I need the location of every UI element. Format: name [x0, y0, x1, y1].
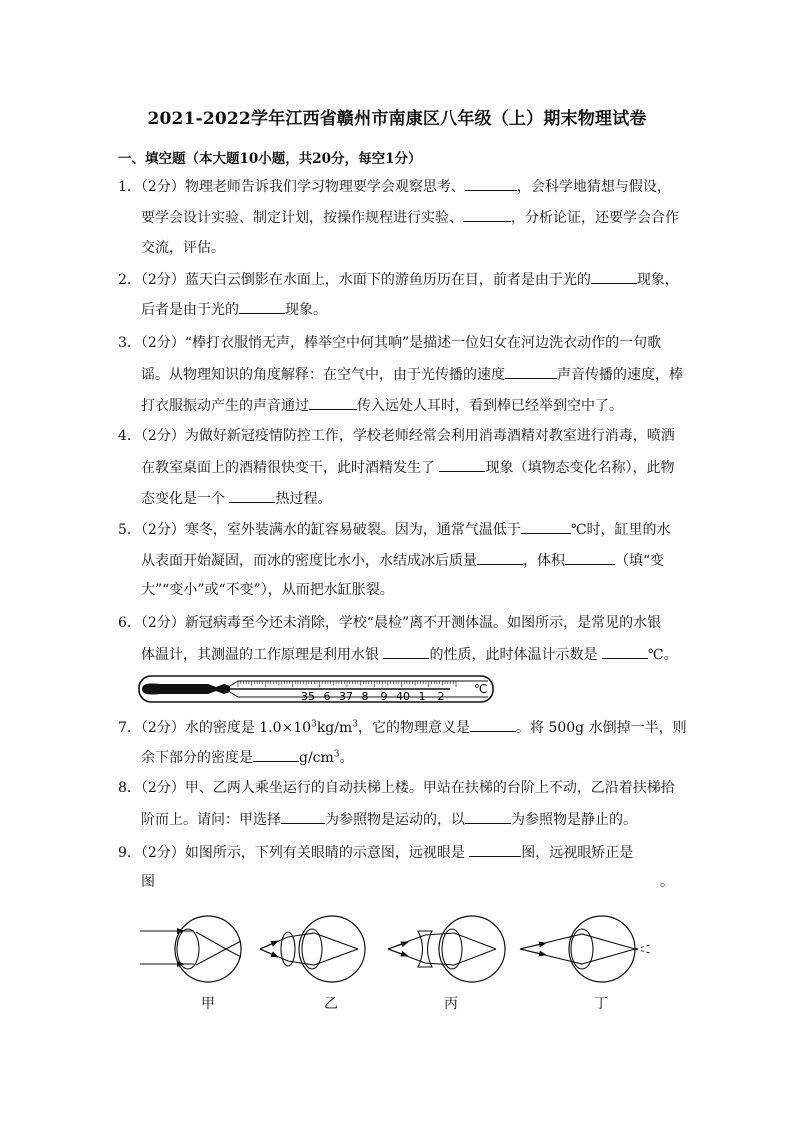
answer-blank[interactable]: [521, 519, 571, 534]
question-4-line-1: 4．（2分）为做好新冠疫情防控工作，学校老师经常会利用消毒酒精对教室进行消毒，喷洒: [118, 428, 675, 444]
question-text: ，体积: [523, 553, 565, 569]
question-text: 后者是由于光的: [141, 302, 239, 318]
question-text: 在教室桌面上的酒精很快变干，此时酒精发生了: [141, 460, 440, 476]
question-text: 现象。: [285, 302, 327, 318]
question-text: 9．（2分）如图所示，下列有关眼睛的示意图，远视眼是: [118, 845, 470, 861]
eye-label-yi: 乙: [324, 996, 338, 1012]
question-4-line-2: [141, 457, 674, 478]
question-text: 从表面开始凝固，而冰的密度比水小，水结成冰后质量: [141, 553, 477, 569]
answer-blank[interactable]: [470, 717, 516, 732]
question-text: ，它的物理意义是: [357, 720, 470, 736]
superscript: 3: [333, 749, 340, 760]
eye-diagram-jia: [140, 916, 241, 982]
eye-diagram-bing: [388, 916, 505, 982]
question-9-line-2: [141, 872, 674, 892]
thermometer-figure: [138, 674, 498, 706]
thermometer-scale-label: 35: [301, 690, 315, 703]
thermometer-unit: ℃: [474, 682, 488, 696]
question-1-line-1: [118, 176, 671, 197]
question-7-line-2: [141, 747, 354, 768]
answer-blank[interactable]: [439, 457, 485, 472]
question-text: 谣。从物理知识的角度解释：在空气中，由于光传播的速度: [141, 367, 505, 383]
answer-blank[interactable]: [477, 550, 523, 565]
question-3-line-3: [141, 395, 623, 416]
question-text: 打衣服振动产生的声音通过: [141, 398, 309, 414]
question-text: 声音传播的速度，棒: [557, 367, 683, 383]
question-text: ℃。: [647, 647, 678, 663]
eye-diagram-yi: [260, 916, 365, 982]
question-4-line-3: [141, 488, 331, 509]
question-text: 的性质，此时体温计示数是: [429, 647, 602, 663]
thermometer-scale: [238, 681, 456, 703]
answer-blank[interactable]: [505, 364, 557, 379]
question-text: 要学会设计实验、制定计划，按操作规程进行实验、: [141, 210, 463, 226]
eye-label-ding: 丁: [594, 996, 608, 1012]
question-text: 。: [660, 874, 674, 890]
eye-diagram-ding: [520, 916, 650, 982]
question-3-line-1: 3．（2分）“棒打衣服悄无声，棒举空中何其响”是描述一位妇女在河边洗衣动作的一句歌: [118, 335, 662, 351]
answer-blank[interactable]: [602, 644, 648, 659]
superscript: 3: [311, 719, 317, 730]
question-text: 传入远处人耳时，看到棒已经举到空中了。: [357, 398, 623, 414]
question-6-line-2: [141, 644, 678, 665]
thermometer-scale-label: 37: [339, 690, 353, 703]
question-text: 现象，: [636, 272, 679, 288]
thermometer-scale-label: 6: [323, 690, 331, 703]
question-5-line-2: [141, 550, 664, 571]
answer-blank[interactable]: [229, 488, 275, 503]
eye-label-jia: 甲: [201, 996, 215, 1012]
question-text: 为参照物是运动的，以: [325, 812, 465, 828]
answer-blank[interactable]: [383, 644, 429, 659]
page-title: 2021-2022学年江西省赣州市南康区八年级（上）期末物理试卷: [147, 109, 647, 129]
question-5-line-1: [118, 519, 671, 540]
question-text: 图，远视眼矫正是: [521, 845, 634, 861]
mercury-bulb: [142, 684, 230, 695]
answer-blank[interactable]: [469, 842, 521, 857]
question-2-line-1: [118, 269, 679, 290]
answer-blank[interactable]: [465, 809, 511, 824]
question-text: ，会科学地猜想与假设，: [516, 179, 671, 195]
question-3-line-2: [141, 364, 683, 385]
question-5-line-3: 大”“变小”或“不变”），从而把水缸胀裂。: [141, 582, 394, 598]
question-text: 态变化是一个: [141, 491, 230, 507]
question-text: g/cm: [299, 750, 334, 766]
answer-blank[interactable]: [565, 550, 615, 565]
answer-blank[interactable]: [239, 299, 285, 314]
question-text: 图: [141, 874, 155, 890]
question-text: 。: [339, 750, 354, 766]
question-1-line-3: 交流，评估。: [141, 240, 225, 256]
question-1-line-2: [141, 207, 679, 228]
superscript: 3: [352, 719, 358, 730]
answer-blank[interactable]: [253, 747, 299, 762]
thermometer-scale-label: 9: [380, 690, 388, 703]
answer-blank[interactable]: [591, 269, 637, 284]
question-text: （填“变: [615, 553, 665, 569]
question-7-line-1: [118, 717, 687, 738]
question-text: 阶而上。请问：甲选择: [141, 812, 281, 828]
thermometer-scale-label: 8: [361, 690, 369, 703]
section-heading: 一、填空题（本大题10小题，共20分，每空1分）: [118, 151, 422, 167]
question-text: 2．（2分）蓝天白云倒影在水面上，水面下的游鱼历历在目，前者是由于光的: [118, 272, 591, 288]
question-text: 现象（填物态变化名称），此物: [485, 460, 675, 476]
question-text: 5．（2分）寒冬，室外装满水的缸容易破裂。因为，通常气温低于: [118, 522, 521, 538]
question-text: 。将 500g 水倒掉一半，则: [515, 720, 687, 736]
answer-blank[interactable]: [465, 176, 517, 191]
question-8-line-2: [141, 809, 637, 830]
question-text: 7．（2分）水的密度是 1.0×10: [118, 720, 312, 736]
question-8-line-1: 8．（2分）甲、乙两人乘坐运行的自动扶梯上楼。甲站在扶梯的台阶上不动，乙沿着扶梯拾: [118, 780, 675, 796]
question-text: 热过程。: [275, 491, 332, 507]
question-text: ，分析论证，还要学会合作: [511, 210, 679, 226]
question-text: ℃时，缸里的水: [570, 522, 671, 538]
answer-blank[interactable]: [463, 207, 511, 222]
question-text: 体温计，其测温的工作原理是利用水银: [141, 647, 384, 663]
thermometer-scale-label: 1: [418, 690, 426, 703]
thermometer-scale-label: 2: [437, 690, 445, 703]
thermometer-scale-label: 40: [396, 690, 410, 703]
answer-blank[interactable]: [281, 809, 325, 824]
question-text: 为参照物是静止的。: [511, 812, 637, 828]
question-text: 1．（2分）物理老师告诉我们学习物理要学会观察思考、: [118, 179, 465, 195]
question-text: kg/m: [316, 720, 353, 736]
eye-label-bing: 丙: [444, 996, 458, 1012]
question-9-line-1: [118, 842, 633, 863]
eye-diagrams: [138, 905, 658, 993]
question-6-line-1: 6．（2分）新冠病毒至今还未消除，学校“晨检”离不开测体温。如图所示，是常见的水银: [118, 615, 662, 631]
question-text: 余下部分的密度是: [141, 750, 253, 766]
question-2-line-2: [141, 299, 327, 320]
answer-blank[interactable]: [309, 395, 357, 410]
